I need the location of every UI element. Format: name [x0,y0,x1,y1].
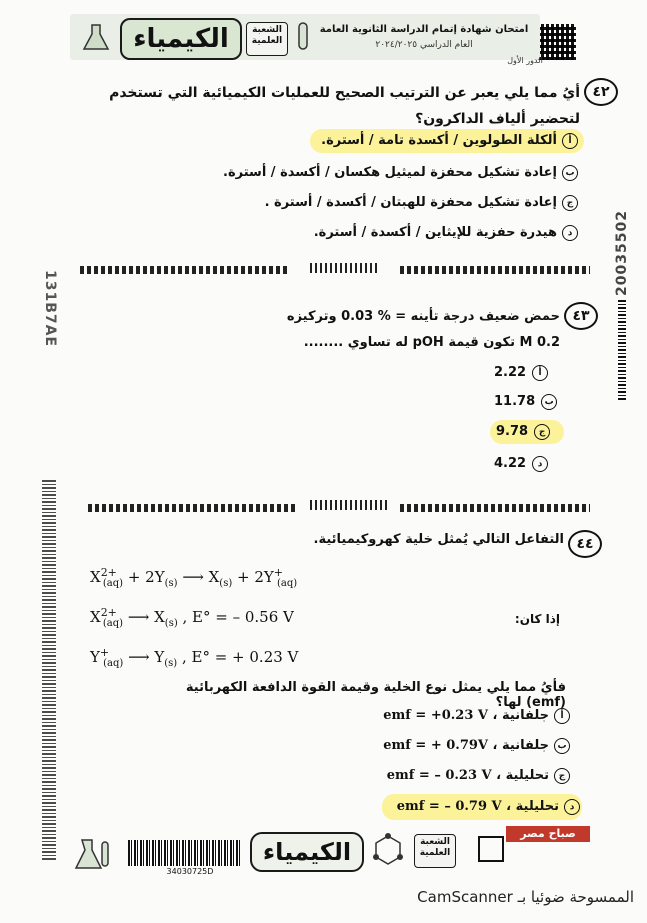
footer-barcode [128,840,240,866]
school-year: العام الدراسي ٢٠٢٤/٢٠٢٥ [375,40,473,50]
question-42-text: أيُ مما يلي يعبر عن الترتيب الصحيح للعمليات الكيميائية التي تستخدم لتحضير ألياف الداكرون؟ [109,85,580,127]
header-subject-title: الكيمياء [120,18,242,60]
question-43-number: ٤٣ [564,302,598,330]
footer-flask-icon [74,836,114,872]
brand-watermark: صباح مصر [506,826,590,842]
question-44-option-d[interactable] [382,794,582,820]
exam-round: الدور الأول [507,56,543,65]
molecule-icon [364,830,412,870]
answer-marks-row [80,266,290,274]
question-44-text: التفاعل التالي يُمثل خلية كهروكيميائية. [313,532,564,547]
flask-icon [80,22,112,54]
half-reaction-y: $Y^+_{(aq)}$ ⟶ $Y_{(s)}$ , E° = + 0.23 V [90,646,299,669]
question-44-option-a[interactable] [380,704,570,728]
option-value: emf = + 0.79V [383,738,489,753]
question-44-number: ٤٤ [568,530,602,558]
option-letter: د [564,799,580,815]
option-type: تحليلية ، [496,768,549,783]
option-letter: د [532,456,548,472]
question-42-option-c[interactable] [200,192,578,214]
answer-marks-row [88,504,298,512]
question-44-prompt: فأيُ مما يلي يمثل نوع الخلية وقيمة القوة الدافعة الكهربائية (emf) لها؟ [185,680,566,710]
option-letter: ب [541,394,557,410]
footer-subject-title: الكيمياء [250,832,364,872]
side-code-left: 131B7AE [42,270,58,348]
qr-code [536,24,576,60]
right-margin-barcode [618,300,626,400]
footer-barcode-number: 34030725D [166,867,214,876]
question-43-text: حمض ضعيف درجة تأينه = % 0.03 وتركيزه 0.2 M تكون قيمة pOH له تساوي ........ [286,309,560,350]
option-text: ألكلة الطولوين / أكسدة تامة / أسترة. [321,133,557,148]
reaction-equation: $X^{2+}_{(aq)} + 2Y_{(s)}$ ⟶ $X_{(s)} + 2Y^+_{(aq)}$ [90,566,298,589]
option-text: هيدرة حفزية للإيثاين / أكسدة / أسترة. [313,225,557,240]
question-43-option-c[interactable] [490,420,564,444]
option-letter: أ [562,133,578,149]
half-reaction-x: $X^{2+}_{(aq)}$ ⟶ $X_{(s)}$ , E° = – 0.56 V [90,606,294,629]
option-text: 9.78 [496,424,529,439]
test-tube-icon [290,20,316,54]
answer-marks-row [310,500,390,510]
header-division-badge: الشعبة العلمية [246,22,288,56]
footer-division-badge: الشعبة العلمية [414,834,456,868]
option-letter: ج [562,195,578,211]
option-type: جلفانية ، [492,738,549,753]
option-letter: أ [532,365,548,381]
option-text: إعادة تشكيل محفزة للهبتان / أكسدة / أسترة . [264,195,557,210]
option-text: 11.78 [494,394,536,409]
question-43-option-d[interactable] [494,453,558,475]
exam-title: امتحان شهادة إتمام الدراسة الثانوية العامة [319,24,529,35]
option-letter: د [562,225,578,241]
question-42-option-d[interactable] [200,222,578,244]
question-44-option-c[interactable] [380,764,570,788]
given-label: إذا كان: [514,612,560,626]
question-43-option-a[interactable] [494,362,558,384]
question-44-option-b[interactable] [380,734,570,758]
scanner-note: الممسوحة ضوئيا بـ CamScanner [417,888,634,906]
option-letter: ج [554,768,570,784]
option-type: تحليلية ، [506,799,559,814]
option-value: emf = +0.23 V [383,708,489,723]
option-text: 4.22 [494,456,527,471]
option-text: إعادة تشكيل محفزة لميثيل هكسان / أكسدة / أسترة. [223,165,557,180]
option-letter: ج [534,424,550,440]
question-43-option-b[interactable] [494,391,558,413]
question-42-number: ٤٢ [584,78,618,106]
option-value: emf = – 0.79 V [396,799,502,814]
option-letter: ب [554,738,570,754]
answer-marks-row [400,266,590,274]
option-text: 2.22 [494,365,527,380]
option-value: emf = – 0.23 V [386,768,492,783]
option-letter: أ [554,708,570,724]
question-42-option-b[interactable] [200,162,578,184]
footer-qr-code [478,836,504,862]
option-type: جلفانية ، [492,708,549,723]
left-margin-barcode [42,480,56,860]
side-code-right: 20035502 [614,210,630,296]
question-42-option-a[interactable] [310,129,584,153]
answer-marks-row [310,263,380,273]
answer-marks-row [400,504,590,512]
option-letter: ب [562,165,578,181]
